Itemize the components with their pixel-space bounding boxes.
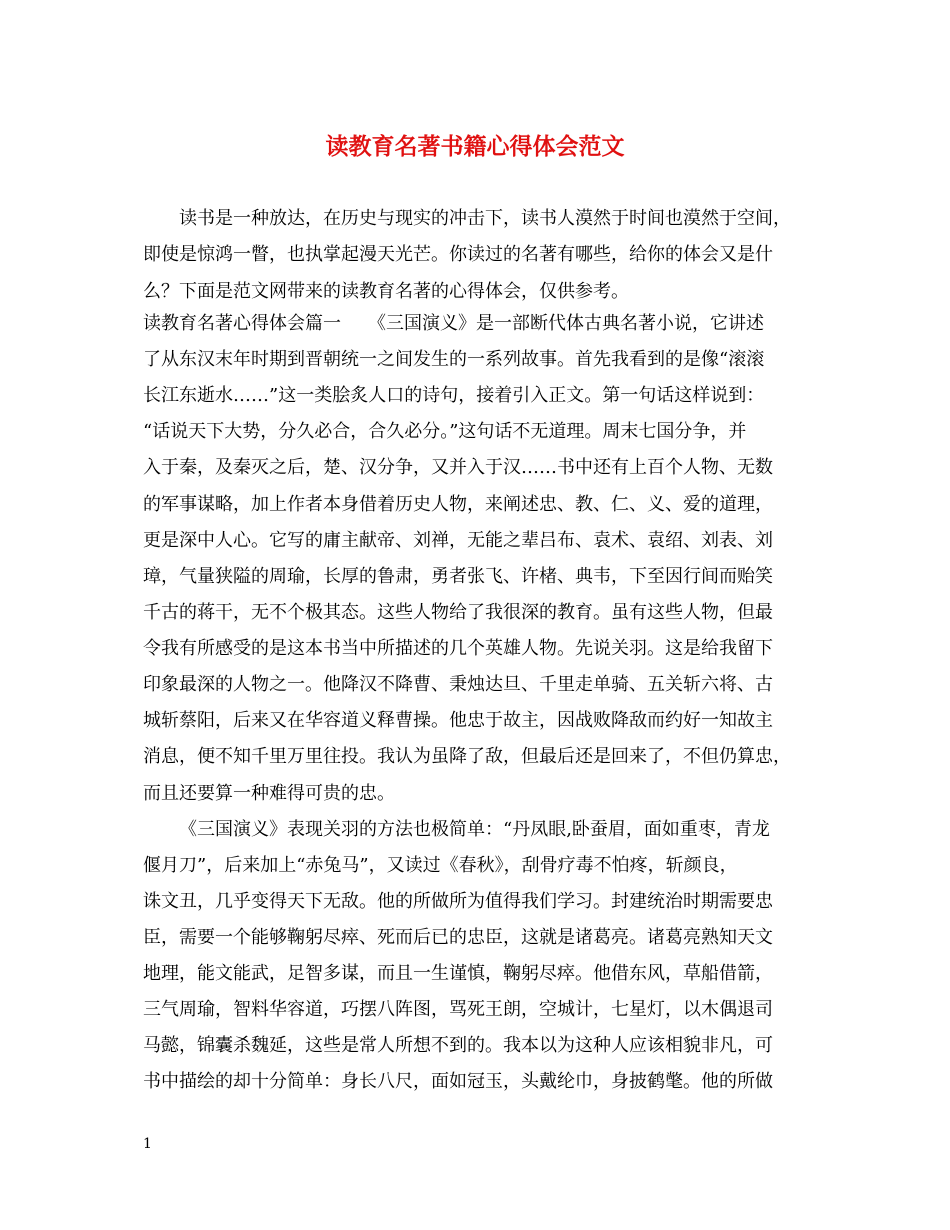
document-title: 读教育名著书籍心得体会范文: [325, 134, 625, 160]
text-line: 璋，气量狭隘的周瑜，长厚的鲁肃，勇者张飞、许楮、典韦，下至因行间而贻笑: [143, 566, 773, 587]
text-line: 读教育名著心得体会篇一 《三国演义》是一部断代体古典名著小说，它讲述: [143, 313, 764, 334]
text-line: 三气周瑜，智料华容道，巧摆八阵图，骂死王朗，空城计，七星灯，以木偶退司: [143, 999, 773, 1020]
text-line: 千古的蒋干，无不个极其态。这些人物给了我很深的教育。虽有这些人物，但最: [143, 602, 773, 623]
text-line: 而且还要算一种难得可贵的忠。: [143, 783, 395, 804]
text-line: 偃月刀”，后来加上“赤兔马”，又读过《春秋》，刮骨疗毒不怕疼，斩颜良，: [143, 855, 738, 876]
text-line: 诛文丑，几乎变得天下无敌。他的所做所为值得我们学习。封建统治时期需要忠: [143, 891, 773, 912]
text-line: 的军事谋略，加上作者本身借着历史人物，来阐述忠、教、仁、义、爱的道理，: [143, 494, 773, 515]
text-line: 么？下面是范文网带来的读教育名著的心得体会，仅供参考。: [143, 281, 629, 302]
text-line: 地理，能文能武，足智多谋，而且一生谨慎，鞠躬尽瘁。他借东风，草船借箭，: [143, 963, 773, 984]
text-line: 臣，需要一个能够鞠躬尽瘁、死而后已的忠臣，这就是诸葛亮。诸葛亮熟知天文: [143, 927, 773, 948]
text-line: 《三国演义》表现关羽的方法也极简单：“丹凤眼,卧蚕眉，面如重枣，青龙: [179, 819, 770, 840]
text-line: “话说天下大势，分久必合，合久必分。”这句话不无道理。周末七国分争，并: [143, 421, 747, 442]
text-line: 印象最深的人物之一。他降汉不降曹、秉烛达旦、千里走单骑、五关斩六将、古: [143, 674, 773, 695]
text-line: 马懿，锦囊杀魏延，这些是常人所想不到的。我本以为这种人应该相貌非凡，可: [143, 1035, 773, 1056]
text-line: 城斩蔡阳，后来又在华容道义释曹操。他忠于故主，因战败降敌而约好一知故主: [143, 710, 773, 731]
text-line: 消息，便不知千里万里往投。我认为虽降了敌，但最后还是回来了，不但仍算忠，: [143, 746, 791, 767]
text-line: 了从东汉末年时期到晋朝统一之间发生的一系列故事。首先我看到的是像“滚滚: [143, 349, 765, 370]
page-number: 1: [143, 1136, 152, 1152]
text-line: 即使是惊鸿一瞥，也执掌起漫天光芒。你读过的名著有哪些，给你的体会又是什: [143, 244, 773, 265]
text-line: 书中描绘的却十分简单：身长八尺，面如冠玉，头戴纶巾，身披鹤氅。他的所做: [143, 1071, 773, 1092]
text-line: 令我有所感受的是这本书当中所描述的几个英雄人物。先说关羽。这是给我留下: [143, 638, 773, 659]
text-line: 更是深中人心。它写的庸主献帝、刘禅，无能之辈吕布、袁术、袁绍、刘表、刘: [143, 530, 773, 551]
text-line: 读书是一种放达，在历史与现实的冲击下，读书人漠然于时间也漠然于空间，: [179, 208, 791, 229]
text-line: 入于秦，及秦灭之后，楚、汉分争，又并入于汉……书中还有上百个人物、无数: [143, 457, 773, 478]
text-line: 长江东逝水……”这一类脍炙人口的诗句，接着引入正文。第一句话这样说到：: [143, 385, 765, 406]
